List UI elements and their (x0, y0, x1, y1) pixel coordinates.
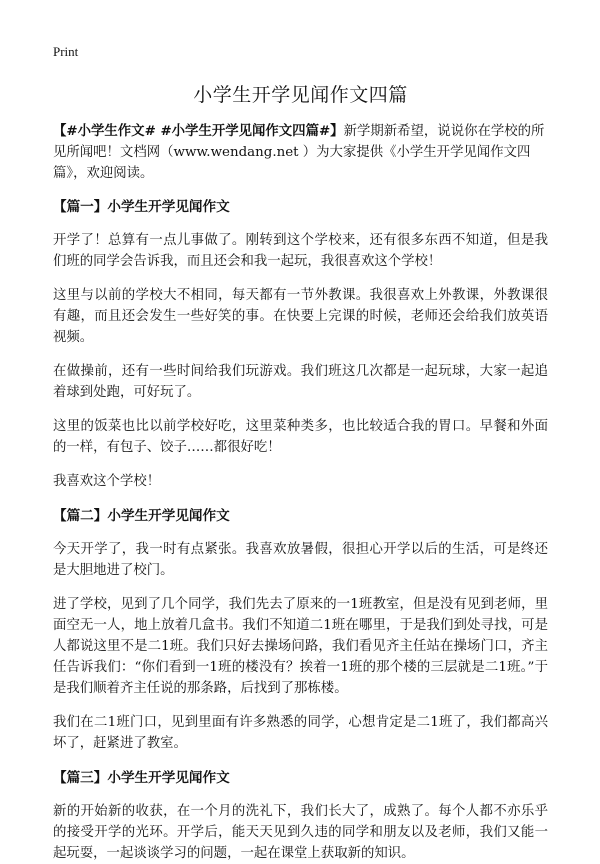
intro-text: 新学期新希望，说说你在学校的所见所闻吧！文档网（www.wendang.net ）为大家提供《小学生开学见闻作文四篇》，欢迎阅读。 (53, 124, 545, 181)
section-1-paragraph-1: 开学了！总算有一点儿事做了。刚转到这个学校来，还有很多东西不知道，但是我们班的同学会告诉我，而且还会和我一起玩，我很喜欢这个学校！ (53, 233, 548, 269)
print-label: Print (53, 44, 79, 59)
section-1-paragraph-4: 这里的饭菜也比以前学校好吃，这里菜种类多，也比较适合我的胃口。早餐和外面的一样，有包子、饺子……都很好吃！ (53, 419, 548, 455)
section-3-paragraph-1: 新的开始新的收获，在一个月的洗礼下，我们长大了，成熟了。每个人都不亦乐乎的接受开学的光环。开学后，能天天见到久违的同学和朋友以及老师，我们又能一起玩耍，一起谈谈学习的问题，一起在课堂上获取新的知识。 (53, 804, 548, 861)
section-1-paragraph-3: 在做操前，还有一些时间给我们玩游戏。我们班这几次都是一起玩球，大家一起追着球到处跑，可好玩了。 (53, 364, 548, 400)
document-title: 小学生开学见闻作文四篇 (193, 84, 408, 106)
intro-tags: 【#小学生作文# #小学生开学见闻作文四篇#】 (53, 123, 344, 139)
section-2-paragraph-1: 今天开学了，我一时有点紧张。我喜欢放暑假，很担心开学以后的生活，可是终还是大胆地进了校门。 (53, 542, 548, 578)
section-1-paragraph-2: 这里与以前的学校大不相同，每天都有一节外教课。我很喜欢上外教课，外教课很有趣，而且还会发生一些好笑的事。在快要上完课的时候，老师还会给我们放英语视频。 (53, 288, 548, 345)
section-2-paragraph-2: 进了学校，见到了几个同学，我们先去了原来的一1班教室，但是没有见到老师，里面空无一人，地上放着几盒书。我们不知道二1班在哪里，于是我们到处寻找，可是人都说这里不是二1班。我们只好去操场问路，我们看见齐主任站在操场门口，齐主任告诉我们：“你们看到一1班的楼没有？挨着一1班的那个楼的三层就是二1班。”于是我们顺着齐主任说的那条路，后找到了那栋楼。 (53, 597, 548, 696)
section-1-paragraph-5: 我喜欢这个学校！ (53, 474, 161, 489)
section-heading-1: 【篇一】小学生开学见闻作文 (53, 199, 230, 215)
section-2-paragraph-3: 我们在二1班门口，见到里面有许多熟悉的同学，心想肯定是二1班了，我们都高兴坏了，赶紧进了教室。 (53, 715, 548, 751)
intro-paragraph (53, 121, 548, 184)
section-heading-2: 【篇二】小学生开学见闻作文 (53, 508, 230, 524)
section-heading-3: 【篇三】小学生开学见闻作文 (53, 770, 230, 786)
